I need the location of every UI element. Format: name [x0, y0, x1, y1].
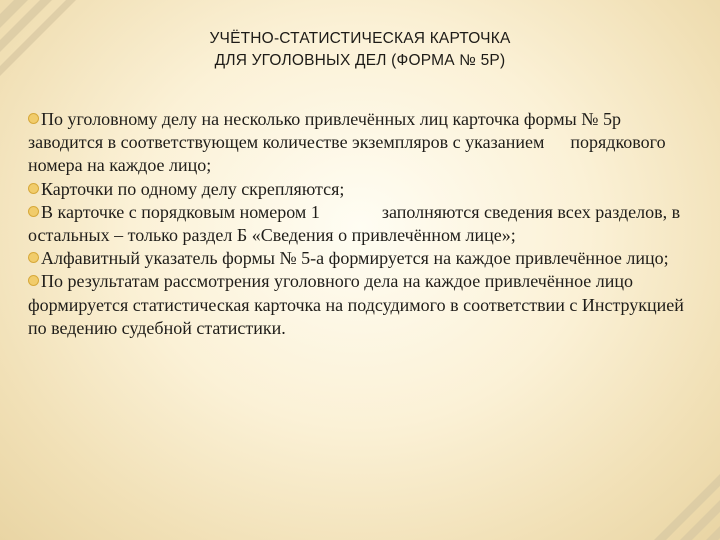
- list-item-text: По результатам рассмотрения уголовного дела на каждое привлечённое лицо формируется статистическая карточка на подсудимого в соответствии с Инструкцией по ведению судебной статистики.: [28, 271, 684, 338]
- list-item-text: В карточке с порядковым номером 1: [41, 201, 320, 222]
- bullet-dot-icon: [28, 113, 39, 124]
- list-item: [28, 108, 694, 178]
- slide-title: [150, 28, 570, 72]
- list-item: [28, 201, 694, 247]
- bullet-dot-icon: [28, 206, 39, 217]
- list-item-text: Алфавитный указатель формы № 5-а формируется на каждое привлечённое лицо;: [41, 248, 669, 269]
- list-item-text: Карточки по одному делу скрепляются;: [41, 178, 345, 199]
- list-item: [28, 270, 694, 340]
- slide-title-line-2: ДЛЯ УГОЛОВНЫХ ДЕЛ (ФОРМА № 5Р): [214, 52, 506, 69]
- list-item-text: порядкового номера на каждое лицо;: [28, 132, 666, 176]
- slide-title-line-1: УЧЁТНО-СТАТИСТИЧЕСКАЯ КАРТОЧКА: [209, 30, 511, 47]
- list-item: [28, 247, 694, 270]
- list-item-text: заполняются сведения всех разделов, в остальных – только раздел Б «Сведения о привлечённом лице»;: [28, 201, 681, 246]
- bullet-dot-icon: [28, 183, 39, 194]
- list-item: [28, 178, 694, 201]
- list-item-text: По уголовному делу на несколько привлечённых лиц карточка формы № 5р заводится в соответствующем количестве экземпляров с указанием: [28, 109, 621, 153]
- bullet-dot-icon: [28, 275, 39, 286]
- bullet-dot-icon: [28, 252, 39, 263]
- bullet-list: [28, 108, 694, 340]
